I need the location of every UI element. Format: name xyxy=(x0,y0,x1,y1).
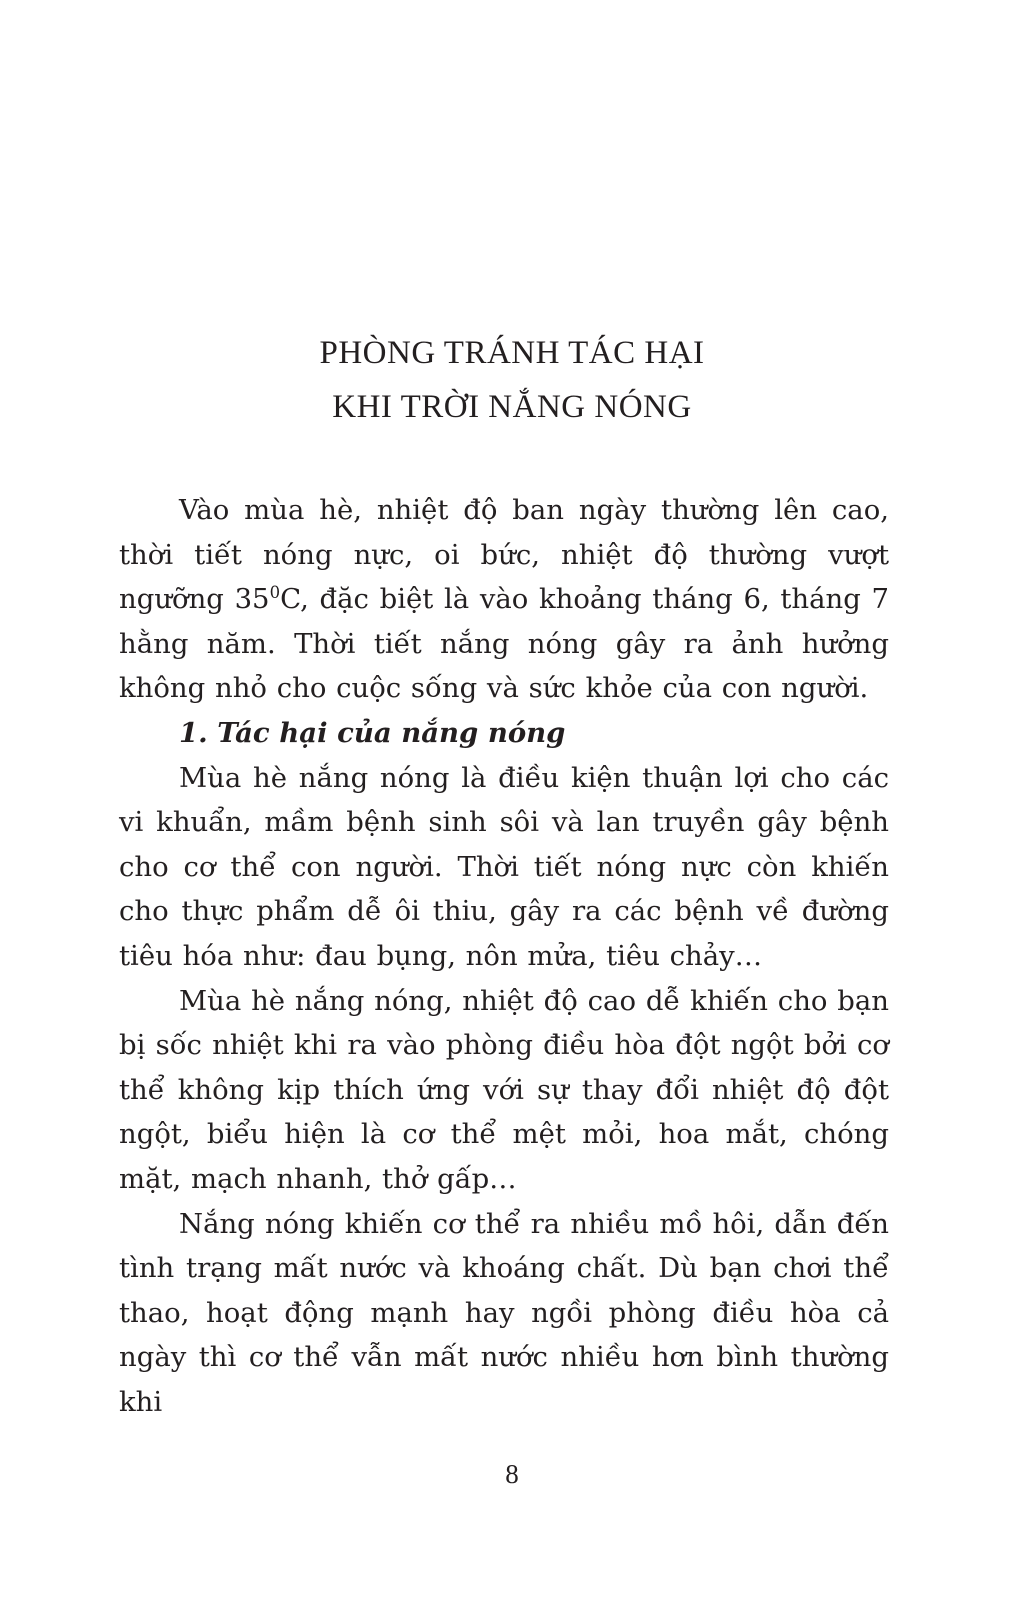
section-heading: 1. Tác hại của nắng nóng xyxy=(179,716,566,749)
body-text xyxy=(119,488,889,1424)
paragraph-bacteria: Mùa hè nắng nóng là điều kiện thuận lợi cho các vi khuẩn, mầm bệnh sinh sôi và lan truyền gây bệnh cho cơ thể con người. Thời tiết nóng nực còn khiến cho thực phẩm dễ ôi thiu, gây ra các bệnh về đường tiêu hóa như: đau bụng, nôn mửa, tiêu chảy… xyxy=(119,761,889,972)
intro-text-end: C, đặc biệt là vào khoảng tháng 6, tháng 7 hằng năm. Thời tiết nắng nóng gây ra ảnh hưởng không nhỏ cho cuộc sống và sức khỏe của con người. xyxy=(119,583,889,705)
chapter-title-line-2: KHI TRỜI NẮNG NÓNG xyxy=(332,389,692,425)
chapter-title xyxy=(0,326,1024,434)
intro-text-start: Vào mùa hè, nhiệt độ ban ngày thường lên cao, thời tiết nóng nực, oi bức, nhiệt độ thường vượt ngưỡng 35 xyxy=(119,494,889,616)
paragraph-dehydration: Nắng nóng khiến cơ thể ra nhiều mồ hôi, dẫn đến tình trạng mất nước và khoáng chất. Dù bạn chơi thể thao, hoạt động mạnh hay ngồi phòng điều hòa cả ngày thì cơ thể vẫn mất nước nhiều hơn bình thường khi xyxy=(119,1207,889,1418)
degree-superscript: 0 xyxy=(269,583,281,603)
chapter-title-line-1: PHÒNG TRÁNH TÁC HẠI xyxy=(319,335,705,371)
page-number: 8 xyxy=(505,1459,519,1489)
paragraph-heat-shock: Mùa hè nắng nóng, nhiệt độ cao dễ khiến cho bạn bị sốc nhiệt khi ra vào phòng điều hòa đột ngột bởi cơ thể không kịp thích ứng với sự thay đổi nhiệt độ đột ngột, biểu hiện là cơ thể mệt mỏi, hoa mắt, chóng mặt, mạch nhanh, thở gấp… xyxy=(119,984,889,1195)
intro-paragraph xyxy=(119,488,889,711)
